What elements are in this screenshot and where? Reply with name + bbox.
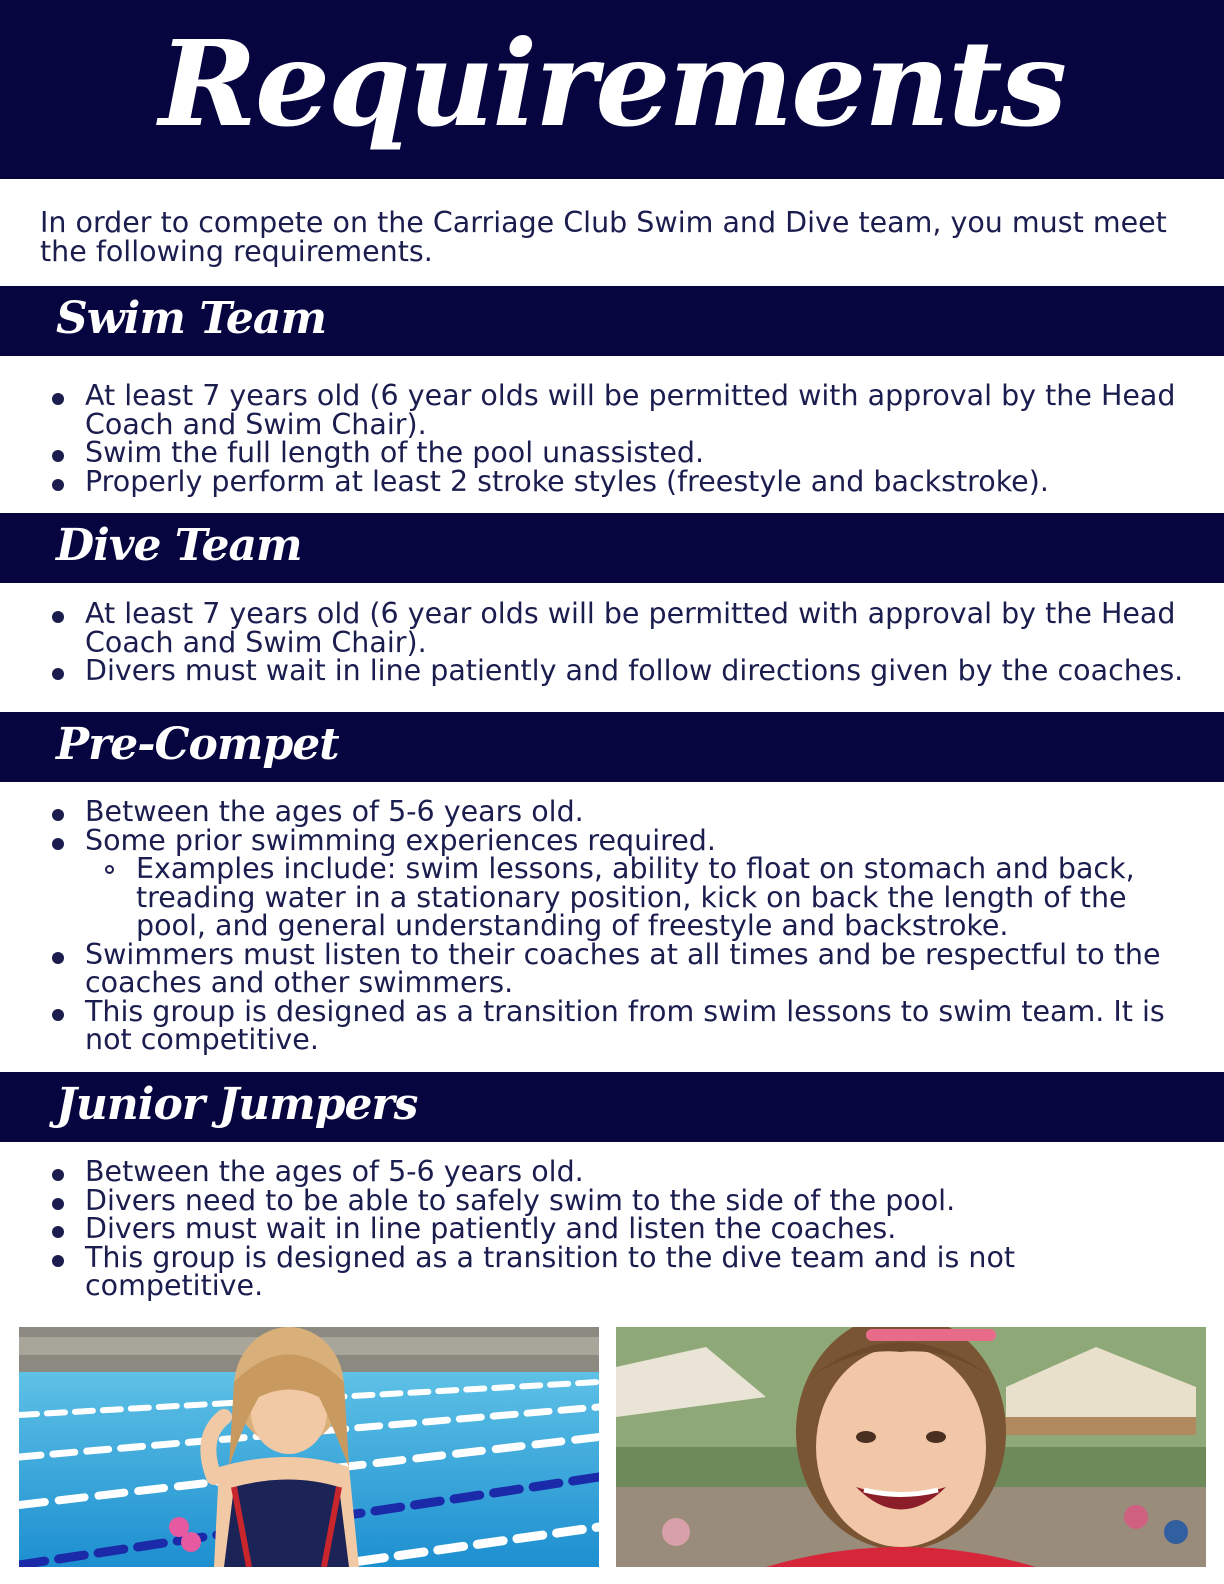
swim-team-heading-band (0, 286, 1224, 356)
list-item: Divers must wait in line patiently and listen the coaches. (0, 1215, 1224, 1244)
page-title: Requirements (158, 14, 1066, 153)
pre-compet-list (0, 795, 1224, 1056)
pre-compet-heading: Pre-Compet (56, 718, 339, 770)
bullet-icon (52, 809, 64, 821)
list-item: Between the ages of 5-6 years old. (0, 1158, 1224, 1187)
smiling-girl-illustration (616, 1327, 1206, 1567)
swim-team-heading: Swim Team (56, 292, 326, 344)
swim-team-list (0, 379, 1224, 498)
list-item: Divers must wait in line patiently and follow directions given by the coaches. (0, 657, 1224, 686)
list-item: Some prior swimming experiences required. Examples include: swim lessons, ability to float on stomach and back, treading water in a stationary position, kick on back the length of the pool, and general understanding of freestyle and backstroke. (0, 827, 1224, 941)
bullet-icon (52, 479, 64, 491)
photo-smiling-girl (616, 1327, 1206, 1567)
list-item: This group is designed as a transition from swim lessons to swim team. It is not competitive. (0, 998, 1224, 1055)
junior-jumpers-list (0, 1155, 1224, 1302)
list-item: Swimmers must listen to their coaches at all times and be respectful to the coaches and other swimmers. (0, 941, 1224, 998)
list-item: Swim the full length of the pool unassisted. (0, 439, 1224, 468)
dive-team-heading-band (0, 513, 1224, 583)
junior-jumpers-heading-band (0, 1072, 1224, 1142)
list-item: Divers need to be able to safely swim to the side of the pool. (0, 1187, 1224, 1216)
pool-photo-illustration (19, 1327, 599, 1567)
list-item: At least 7 years old (6 year olds will be permitted with approval by the Head Coach and Swim Chair). (0, 382, 1224, 439)
list-item: Between the ages of 5-6 years old. (0, 798, 1224, 827)
list-item: Properly perform at least 2 stroke styles (freestyle and backstroke). (0, 468, 1224, 497)
list-item: At least 7 years old (6 year olds will be permitted with approval by the Head Coach and Swim Chair). (0, 600, 1224, 657)
dive-team-list (0, 597, 1224, 687)
list-item: This group is designed as a transition to the dive team and is not competitive. (0, 1244, 1224, 1301)
sub-list-item: Examples include: swim lessons, ability to float on stomach and back, treading water in a stationary position, kick on back the length of the pool, and general understanding of freestyle and backstroke. (85, 855, 1200, 941)
bullet-icon (52, 1009, 64, 1021)
circle-bullet-icon (105, 865, 114, 874)
bullet-icon (52, 668, 64, 680)
pre-compet-heading-band (0, 712, 1224, 782)
bullet-icon (52, 1255, 64, 1267)
sub-list (85, 852, 1200, 942)
bullet-icon (52, 838, 64, 850)
bullet-icon (52, 393, 64, 405)
bullet-icon (52, 1226, 64, 1238)
bullet-icon (52, 1198, 64, 1210)
bullet-icon (52, 450, 64, 462)
bullet-icon (52, 1169, 64, 1181)
photo-swimmer-girl (19, 1327, 599, 1567)
junior-jumpers-heading: Junior Jumpers (56, 1078, 418, 1130)
dive-team-heading: Dive Team (56, 519, 302, 571)
bullet-icon (52, 952, 64, 964)
bullet-icon (52, 611, 64, 623)
intro-text: In order to compete on the Carriage Club Swim and Dive team, you must meet the following requirements. (40, 206, 1167, 268)
title-banner (0, 0, 1224, 179)
